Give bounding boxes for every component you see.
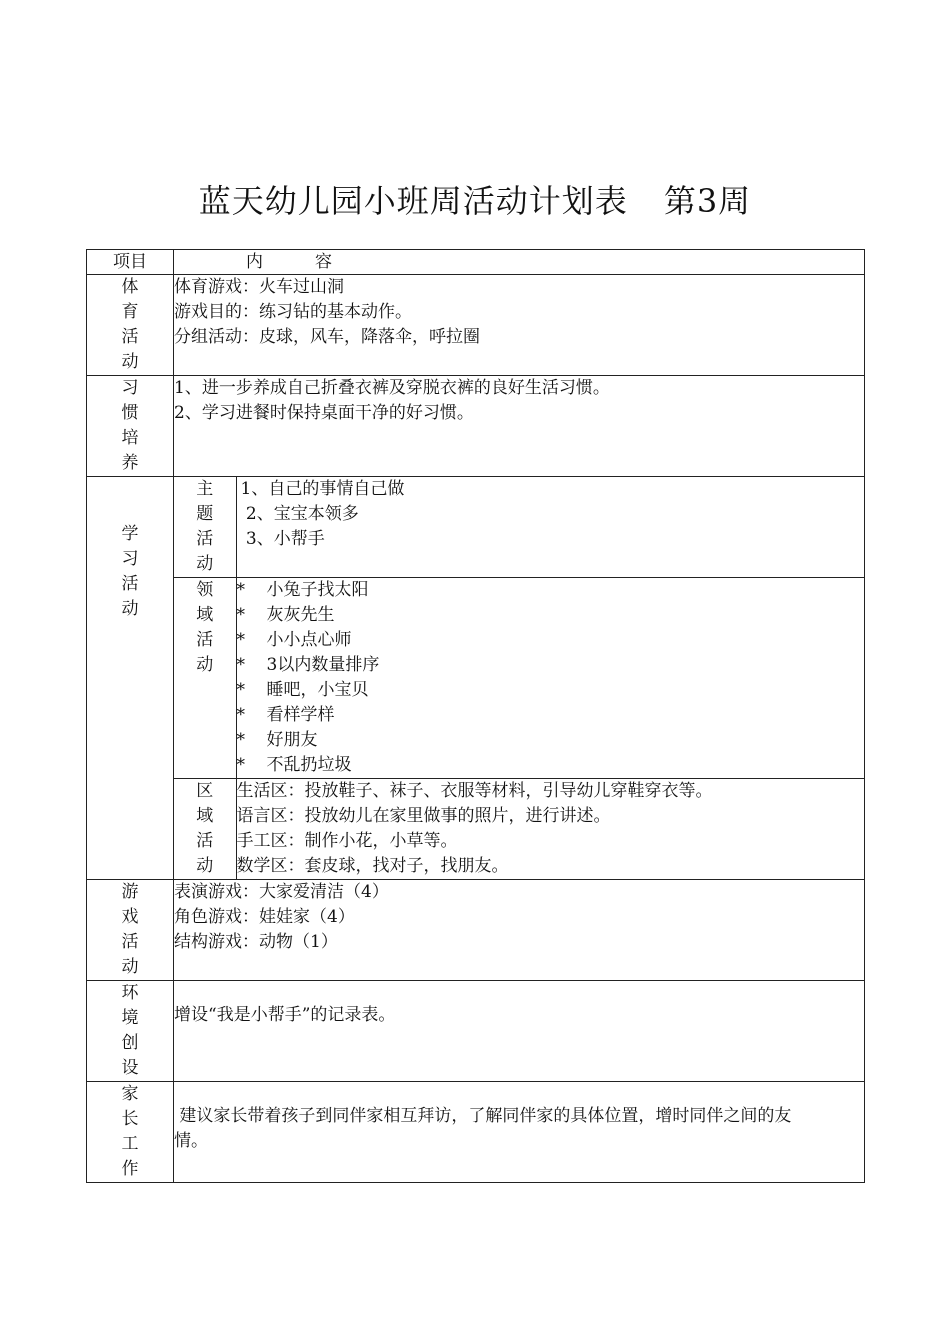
parents-line: 情。 <box>174 1131 208 1151</box>
theme-line: 2、宝宝本领多 <box>240 504 359 524</box>
games-line: 角色游戏：娃娃家（4） <box>174 907 355 927</box>
label-domain: 领 域 活 动 <box>174 578 236 779</box>
theme-line: 3、小帮手 <box>240 529 325 549</box>
domain-item: * 不乱扔垃圾 <box>236 755 352 775</box>
row-parents <box>87 1082 865 1183</box>
domain-item: * 灰灰先生 <box>236 605 335 625</box>
area-line: 语言区：投放幼儿在家里做事的照片，进行讲述。 <box>236 806 611 826</box>
row-learning <box>87 477 865 880</box>
row-sports <box>87 275 865 376</box>
label-sports: 体 育 活 动 <box>87 275 174 376</box>
label-theme: 主 题 活 动 <box>174 477 236 578</box>
domain-item: * 3以内数量排序 <box>236 655 380 675</box>
label-learning: 学 习 活 动 <box>87 477 174 880</box>
label-area: 区 域 活 动 <box>174 779 236 880</box>
content-environment <box>174 981 865 1082</box>
label-games: 游 戏 活 动 <box>87 880 174 981</box>
row-domain <box>174 578 864 779</box>
label-parents: 家 长 工 作 <box>87 1082 174 1183</box>
title-text: 蓝天幼儿园小班周活动计划表 <box>198 182 628 220</box>
learning-subtable <box>174 477 864 879</box>
sports-line: 体育游戏：火车过山洞 <box>174 277 344 297</box>
environment-line: 增设“我是小帮手”的记录表。 <box>174 1005 396 1025</box>
content-parents <box>174 1082 865 1183</box>
area-line: 生活区：投放鞋子、袜子、衣服等材料，引导幼儿穿鞋穿衣等。 <box>236 781 713 801</box>
domain-item: * 小兔子找太阳 <box>236 580 369 600</box>
label-environment: 环 境 创 设 <box>87 981 174 1082</box>
games-line: 表演游戏：大家爱清洁（4） <box>174 882 389 902</box>
sports-line: 分组活动：皮球，风车，降落伞，呼拉圈 <box>174 327 480 347</box>
theme-line: 1、自己的事情自己做 <box>240 479 405 499</box>
domain-item: * 小小点心师 <box>236 630 352 650</box>
header-content-b: 容 <box>315 252 332 272</box>
learning-subtable-cell <box>174 477 865 880</box>
header-item: 项目 <box>87 250 174 275</box>
area-line: 数学区：套皮球，找对子，找朋友。 <box>236 856 509 876</box>
content-sports <box>174 275 865 376</box>
habits-line: 1、进一步养成自己折叠衣裤及穿脱衣裤的良好生活习惯。 <box>174 378 610 398</box>
games-line: 结构游戏：动物（1） <box>174 932 338 952</box>
header-content <box>174 250 865 275</box>
label-habits: 习 惯 培 养 <box>87 376 174 477</box>
content-domain <box>236 578 864 779</box>
plan-table <box>86 249 865 1183</box>
row-area <box>174 779 864 880</box>
content-theme <box>236 477 864 578</box>
area-line: 手工区：制作小花，小草等。 <box>236 831 458 851</box>
domain-item: * 睡吧，小宝贝 <box>236 680 369 700</box>
page-title <box>0 176 950 222</box>
header-row <box>87 250 865 275</box>
content-habits <box>174 376 865 477</box>
row-theme <box>174 477 864 578</box>
row-games <box>87 880 865 981</box>
row-habits <box>87 376 865 477</box>
content-games <box>174 880 865 981</box>
week-label: 第3周 <box>663 182 752 220</box>
row-environment <box>87 981 865 1082</box>
header-content-a: 内 <box>246 252 263 272</box>
domain-item: * 好朋友 <box>236 730 318 750</box>
content-area <box>236 779 864 880</box>
habits-line: 2、学习进餐时保持桌面干净的好习惯。 <box>174 403 474 423</box>
parents-line: 建议家长带着孩子到同伴家相互拜访，了解同伴家的具体位置，增时同伴之间的友 <box>174 1106 792 1126</box>
domain-item: * 看样学样 <box>236 705 335 725</box>
sports-line: 游戏目的：练习钻的基本动作。 <box>174 302 412 322</box>
